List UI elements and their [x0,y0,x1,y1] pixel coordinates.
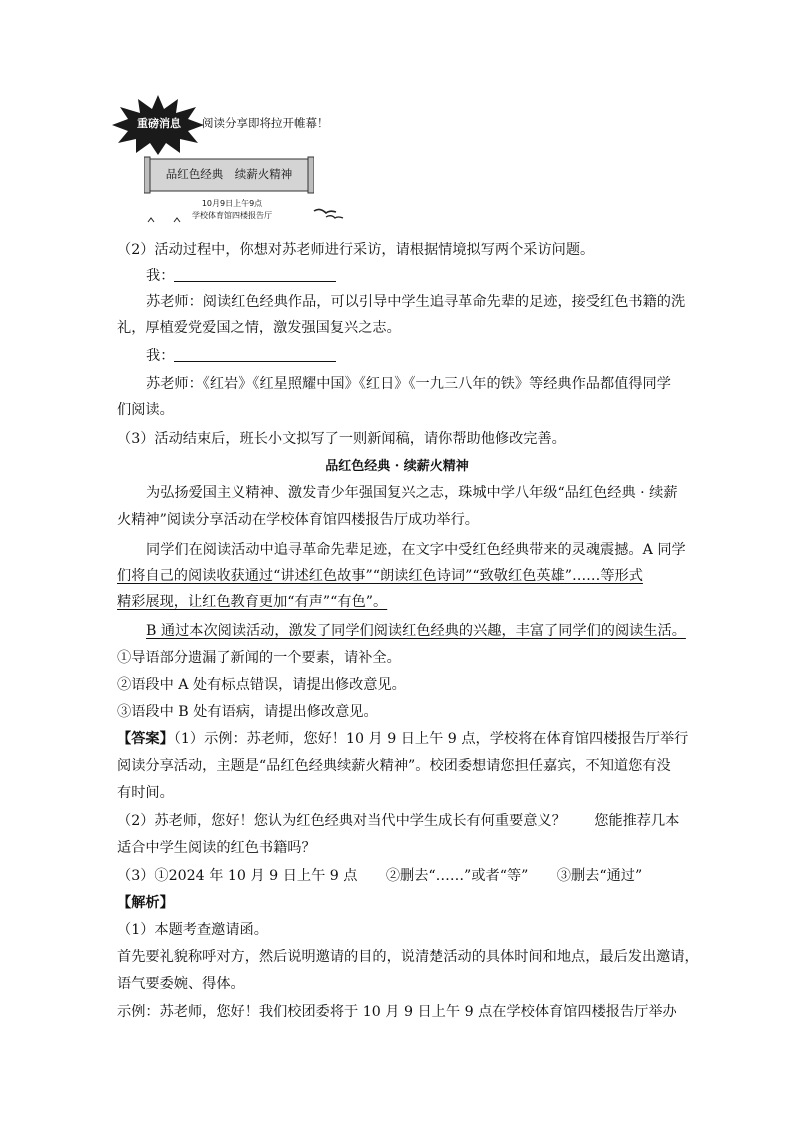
answer-line-1a [117,729,688,749]
sub-question-3: ③语段中 B 处有语病，请提出修改意见。 [117,704,378,720]
answer-line-1c: 有时间。 [117,785,174,801]
analysis-label: 【解析】 [117,895,174,911]
interview-line-1 [146,266,336,286]
news-para-1a: 为弘扬爱国主义精神、激发青少年强国复兴之志，珠城中学八年级“品红色经典 · 续薪 [146,485,678,501]
teacher-reply-1a: 苏老师：阅读红色经典作品，可以引导中学生追寻革命先辈的足迹，接受红色书籍的洗 [146,294,686,310]
analysis-line-2: 首先要礼貌称呼对方，然后说明邀请的目的，说清楚活动的具体时间和地点，最后发出邀请， [117,949,699,965]
poster-date: 10月9日上午9点 [201,199,263,208]
news-para-2c: 精彩展现，让红色教育更加“有声”“有色”。 [117,594,388,610]
news-para-3: B 通过本次阅读活动，激发了同学们阅读红色经典的兴趣，丰富了同学们的阅读生活。 [146,623,686,639]
sub-question-2: ②语段中 A 处有标点错误，请提出修改意见。 [117,677,406,693]
birds-icon [310,205,350,225]
analysis-line-4: 示例：苏老师，您好！我们校团委将于 10 月 9 日上午 9 点在学校体育馆四楼报告厅举办 [117,1004,677,1020]
answer-blank-1[interactable] [174,267,336,282]
badge-text: 重磅消息 [137,117,181,130]
interview-line-2 [146,346,336,366]
answer-blank-2[interactable] [174,347,336,362]
small-bird-icon [146,212,186,226]
answer-1a-text: （1）示例：苏老师，您好！10 月 9 日上午 9 点，学校将在体育馆四楼报告厅举行 [173,731,689,747]
answer-line-1b: 阅读分享活动，主题是“品红色经典续薪火精神”。校团委想请您担任嘉宾，不知道您有没 [117,758,671,774]
answer-label: 【答案】 [117,731,174,747]
analysis-line-1: （1）本题考查邀请函。 [117,922,268,938]
teacher-reply-1b: 礼，厚植爱党爱国之情，激发强国复兴之志。 [117,320,401,336]
question-2-prompt: （2）活动过程中，你想对苏老师进行采访，请根据情境拟写两个采访问题。 [117,242,595,258]
speaker-me-2: 我： [146,348,175,364]
poster-venue: 学校体育馆四楼报告厅 [192,211,272,220]
analysis-line-3: 语气要委婉、得体。 [117,976,245,992]
answer-line-2a: （2）苏老师，您好！您认为红色经典对当代中学生成长有何重要意义？ 您能推荐几本 [117,813,680,829]
teacher-reply-2a: 苏老师：《红岩》《红星照耀中国》《红日》《一九三八年的铁》等经典作品都值得同学 [146,376,671,392]
news-title: 品红色经典 · 续薪火精神 [325,459,469,474]
teacher-reply-2b: 们阅读。 [117,402,174,418]
answer-line-2b: 适合中学生阅读的红色书籍吗？ [117,840,316,856]
banner-title: 品红色经典 续薪火精神 [165,167,293,181]
sub-question-1: ①导语部分遗漏了新闻的一个要素，请补全。 [117,650,401,666]
speaker-me-1: 我： [146,268,175,284]
answer-line-3: （3）①2024 年 10 月 9 日上午 9 点 ②删去“……”或者“等” ③删去“通过” [117,868,643,884]
news-para-2b: 们将自己的阅读收获通过“讲述红色故事”“朗读红色诗词”“致敬红色英雄”……等形式 [117,568,643,584]
question-3-prompt: （3）活动结束后，班长小文拟写了一则新闻稿，请你帮助他修改完善。 [117,431,566,447]
news-para-1b: 火精神”阅读分享活动在学校体育馆四楼报告厅成功举行。 [117,512,479,528]
news-para-2a: 同学们在阅读活动中追寻革命先辈足迹，在文字中受红色经典带来的灵魂震撼。A 同学 [146,542,686,558]
poster-headline: 阅读分享即将拉开帷幕！ [202,116,329,130]
event-poster [112,95,352,230]
